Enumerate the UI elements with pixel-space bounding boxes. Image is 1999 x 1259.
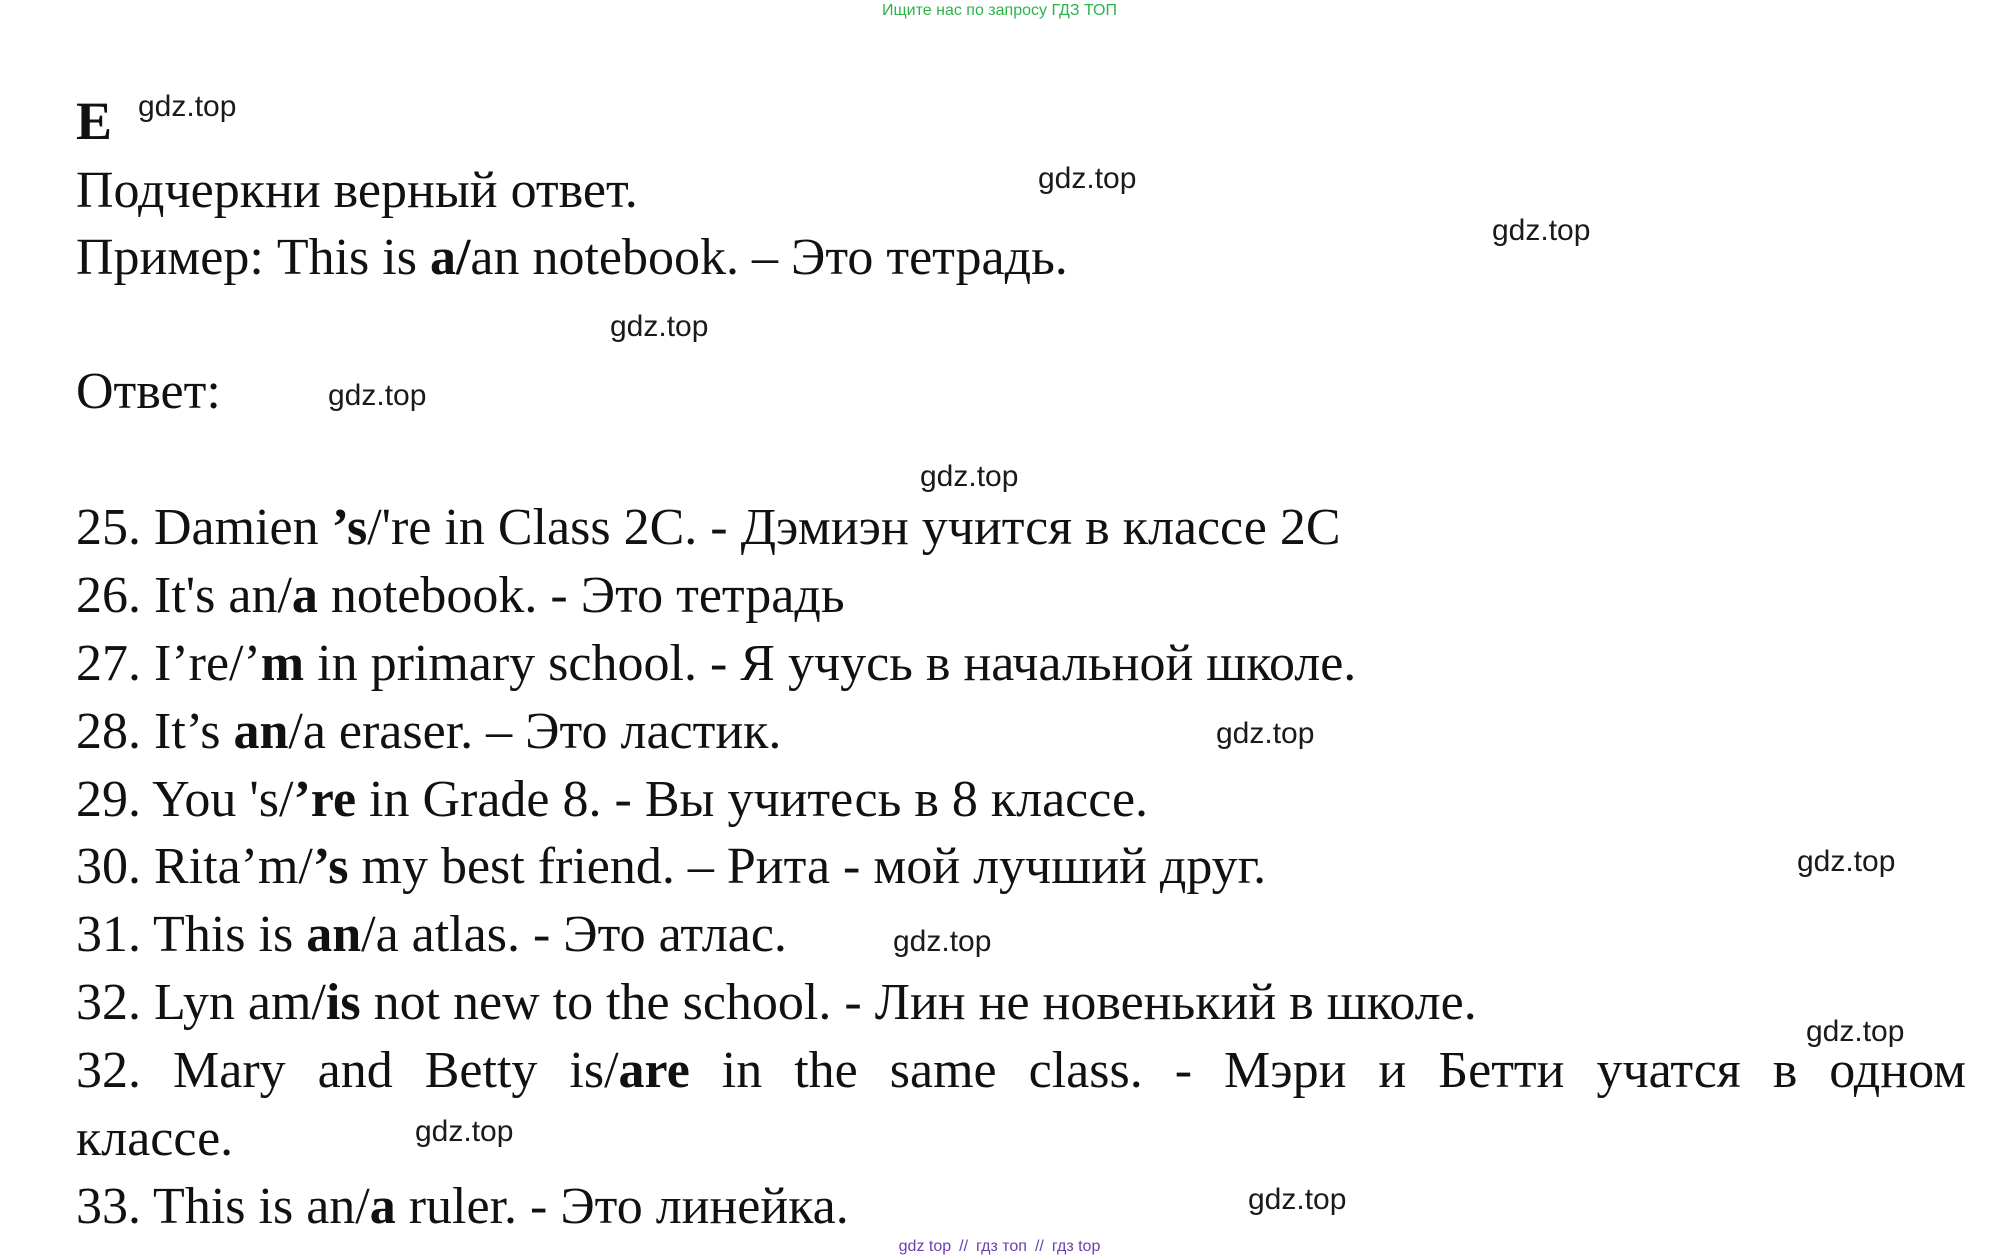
item-text: /a eraser. – Это ластик. — [288, 703, 782, 760]
watermark: gdz.top — [415, 1115, 514, 1148]
bottom-banner-separator: // — [959, 1238, 969, 1255]
watermark: gdz.top — [1492, 214, 1591, 247]
watermark: gdz.top — [610, 310, 709, 343]
watermark: gdz.top — [893, 925, 992, 958]
item-text: 26. It's an/ — [76, 567, 292, 624]
answer-item-27 — [76, 635, 1357, 692]
example-bold: a/ — [429, 229, 471, 286]
item-word: same — [889, 1042, 997, 1099]
item-text: in Grade 8. - Вы учитесь в 8 классе. — [356, 771, 1149, 828]
item-text: 28. It’s — [76, 703, 234, 760]
watermark: gdz.top — [1248, 1183, 1347, 1216]
item-word: Мэри — [1224, 1042, 1347, 1099]
item-text: ruler. - Это линейка. — [395, 1178, 849, 1235]
item-text: not new to the school. - Лин не новенький в школе. — [360, 974, 1477, 1031]
watermark: gdz.top — [1797, 845, 1896, 878]
item-word: и — [1378, 1042, 1407, 1099]
watermark: gdz.top — [1038, 162, 1137, 195]
answer-item-28 — [76, 703, 782, 760]
answer-item-33 — [76, 1178, 849, 1235]
item-word: and — [317, 1042, 393, 1099]
watermark: gdz.top — [920, 460, 1019, 493]
top-banner: Ищите нас по запросу ГДЗ ТОП — [882, 2, 1117, 19]
answer-label: Ответ: — [76, 363, 221, 420]
watermark: gdz.top — [138, 90, 237, 123]
item-word: - — [1174, 1042, 1193, 1099]
item-answer: a — [369, 1178, 396, 1235]
item-text: my best friend. – Рита - мой лучший друг. — [348, 838, 1267, 895]
item-text: 29. You 's/ — [76, 771, 294, 828]
item-answer: an — [306, 906, 362, 963]
item-text: in primary school. - Я учусь в начальной школе. — [304, 635, 1357, 692]
example-suffix: an notebook. – Это тетрадь. — [470, 229, 1068, 286]
example-line — [76, 229, 1068, 286]
item-answer: m — [260, 635, 305, 692]
item-word: class. — [1028, 1042, 1143, 1099]
item-word: 32. — [76, 1042, 141, 1099]
watermark: gdz.top — [1806, 1015, 1905, 1048]
answer-item-25 — [76, 499, 1341, 556]
watermark: gdz.top — [328, 379, 427, 412]
bottom-banner-separator: // — [1034, 1238, 1044, 1255]
item-text: 32. Lyn am/ — [76, 974, 326, 1031]
item-word-with-answer: is/are — [569, 1042, 690, 1099]
item-answer: are — [618, 1042, 690, 1099]
instruction: Подчеркни верный ответ. — [76, 162, 638, 219]
item-word: Betty — [424, 1042, 538, 1099]
item-answer: ’re — [293, 771, 357, 828]
bottom-banner-text: gdz top — [898, 1238, 952, 1255]
watermark: gdz.top — [1216, 717, 1315, 750]
answer-item-29 — [76, 771, 1149, 828]
item-answer: ’s — [312, 838, 349, 895]
item-text: 33. This is an/ — [76, 1178, 370, 1235]
item-text: notebook. - Это тетрадь — [317, 567, 845, 624]
answer-item-31 — [76, 906, 787, 963]
bottom-banner — [0, 1238, 1999, 1256]
item-text: /'re in Class 2C. - Дэмиэн учится в классе 2С — [367, 499, 1341, 556]
answer-item-30 — [76, 838, 1267, 895]
answer-item-32 — [76, 974, 1477, 1031]
item-answer: is — [325, 974, 361, 1031]
example-prefix: Пример: This is — [76, 229, 430, 286]
item-word: в — [1772, 1042, 1798, 1099]
answer-item-32b-line2: классе. — [76, 1110, 234, 1167]
item-answer: a — [291, 567, 318, 624]
item-word: одном — [1829, 1042, 1966, 1099]
answer-item-26 — [76, 567, 845, 624]
answer-item-32b-line1 — [76, 1042, 1966, 1099]
item-word: Mary — [173, 1042, 286, 1099]
item-text: 31. This is — [76, 906, 307, 963]
section-letter: E — [76, 91, 113, 151]
bottom-banner-text: гдз top — [1051, 1238, 1101, 1255]
item-word: Бетти — [1438, 1042, 1565, 1099]
item-word: in — [721, 1042, 763, 1099]
item-text: 30. Rita’m/ — [76, 838, 313, 895]
item-text: 27. I’re/’ — [76, 635, 261, 692]
item-text: 25. Damien — [76, 499, 332, 556]
item-text: /a atlas. - Это атлас. — [361, 906, 787, 963]
item-answer: an — [233, 703, 289, 760]
item-word: учатся — [1596, 1042, 1741, 1099]
item-answer: ’s — [331, 499, 368, 556]
item-word: the — [794, 1042, 858, 1099]
bottom-banner-text: гдз топ — [976, 1238, 1027, 1255]
